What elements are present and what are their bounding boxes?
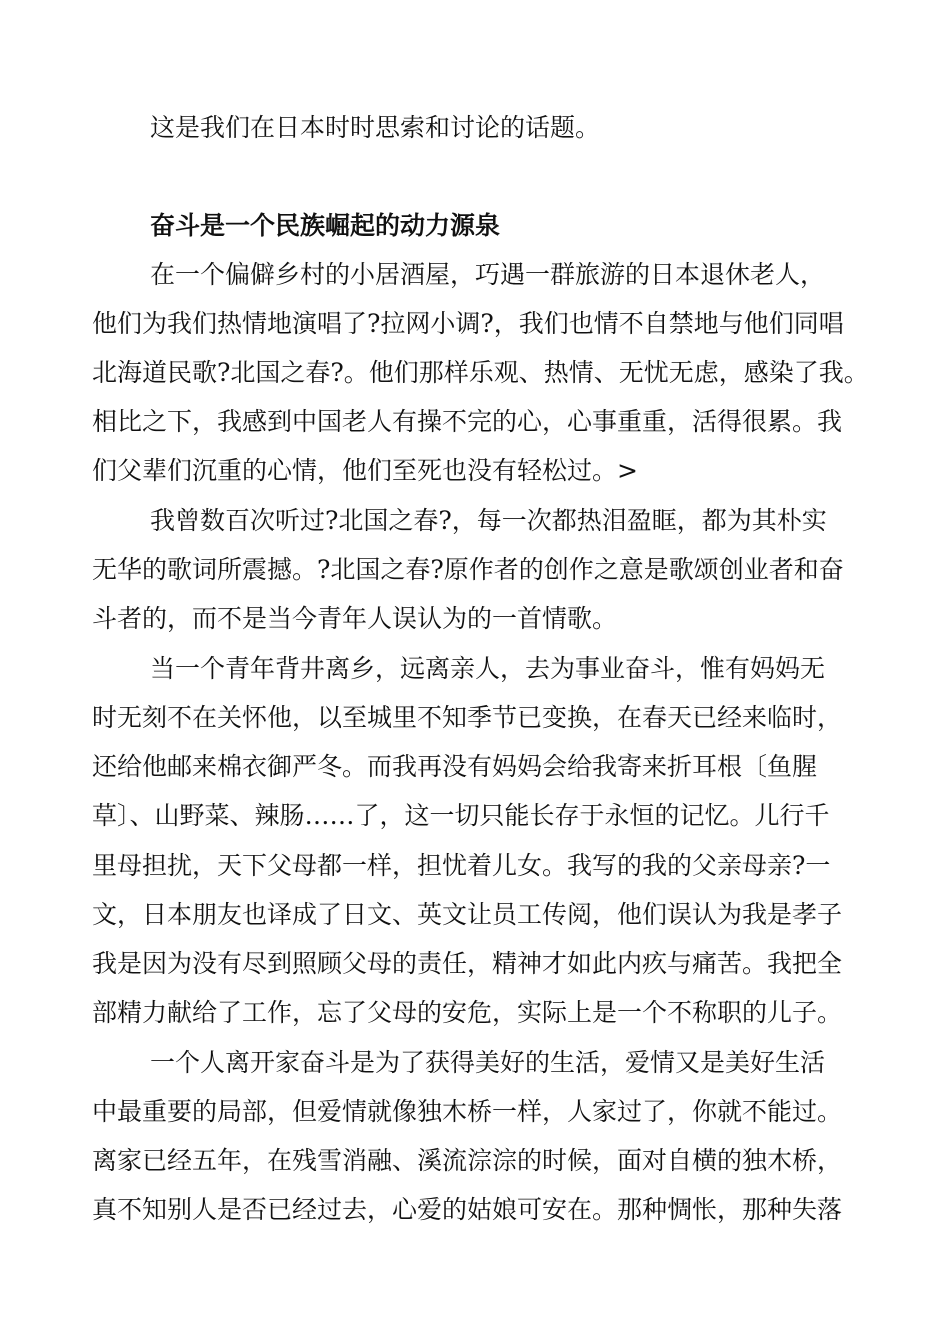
paragraph-line: 时无刻不在关怀他，以至城里不知季节已变换，在春天已经来临时，	[92, 703, 843, 732]
paragraph-line: 里母担扰，天下父母都一样，担忧着儿女。我写的我的父亲母亲?一	[92, 851, 831, 880]
paragraph-line: 在一个偏僻乡村的小居酒屋，巧遇一群旅游的日本退休老人，	[150, 260, 826, 289]
paragraph-line: 当一个青年背井离乡，远离亲人，去为事业奋斗，惟有妈妈无	[150, 654, 826, 683]
paragraph-line: 部精力献给了工作，忘了父母的安危，实际上是一个不称职的儿子。	[92, 998, 843, 1027]
paragraph-line: 斗者的，而不是当今青年人误认为的一首情歌。	[92, 604, 618, 633]
section-heading: 奋斗是一个民族崛起的动力源泉	[150, 211, 501, 240]
paragraph-line: 北海道民歌?北国之春?。他们那样乐观、热情、无忧无虑，感染了我。	[92, 358, 869, 387]
paragraph-line: 文，日本朋友也译成了日文、英文让员工传阅，他们误认为我是孝子	[92, 900, 843, 929]
paragraph-line: 相比之下，我感到中国老人有操不完的心，心事重重，活得很累。我	[92, 407, 843, 436]
paragraph-line: 我曾数百次听过?北国之春?，每一次都热泪盈眶，都为其朴实	[150, 506, 827, 535]
paragraph-line: 们父辈们沉重的心情，他们至死也没有轻松过。>	[92, 456, 638, 485]
paragraph-line: 草〕、山野菜、辣肠……了，这一切只能长存于永恒的记忆。儿行千	[92, 801, 830, 830]
paragraph-line: 离家已经五年，在残雪消融、溪流淙淙的时候，面对自横的独木桥，	[92, 1146, 843, 1175]
paragraph-line: 无华的歌词所震撼。?北国之春?原作者的创作之意是歌颂创业者和奋	[92, 555, 844, 584]
paragraph-line: 我是因为没有尽到照顾父母的责任，精神才如此内疚与痛苦。我把全	[92, 949, 843, 978]
paragraph-line: 中最重要的局部，但爱情就像独木桥一样，人家过了，你就不能过。	[92, 1097, 843, 1126]
paragraph-line: 这是我们在日本时时思索和讨论的话题。	[150, 113, 601, 142]
paragraph-line: 他们为我们热情地演唱了?拉网小调?，我们也情不自禁地与他们同唱	[92, 309, 844, 338]
paragraph-line: 真不知别人是否已经过去，心爱的姑娘可安在。那种惆怅，那种失落	[92, 1195, 843, 1224]
paragraph-line: 还给他邮来棉衣御严冬。而我再没有妈妈会给我寄来折耳根〔鱼腥	[92, 752, 818, 781]
paragraph-line: 一个人离开家奋斗是为了获得美好的生活，爱情又是美好生活	[150, 1048, 826, 1077]
